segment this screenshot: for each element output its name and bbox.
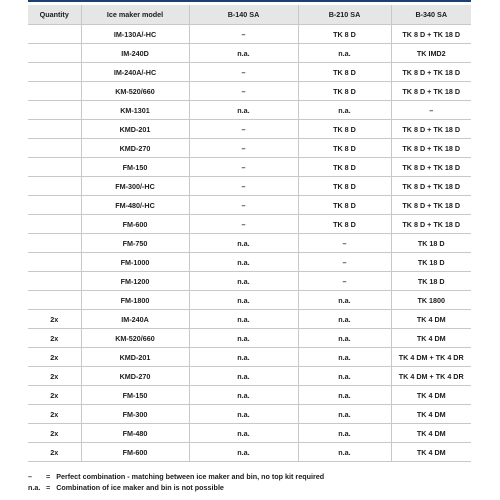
cell-b-140-sa: –	[189, 177, 298, 196]
cell-b-140-sa: n.a.	[189, 405, 298, 424]
cell-b-140-sa: –	[189, 82, 298, 101]
table-row	[28, 329, 471, 348]
cell-b-340-sa: TK IMD2	[391, 44, 471, 63]
cell-b-210-sa: TK 8 D	[298, 25, 391, 44]
cell-b-340-sa: TK 4 DM + TK 4 DR	[391, 367, 471, 386]
cell-b-140-sa: n.a.	[189, 443, 298, 462]
cell-b-140-sa: n.a.	[189, 44, 298, 63]
cell-quantity	[28, 158, 81, 177]
cell-ice-maker-model: KM-520/660	[81, 82, 189, 101]
table-row	[28, 424, 471, 443]
cell-ice-maker-model: KMD-270	[81, 367, 189, 386]
compatibility-table	[28, 5, 471, 462]
cell-b-140-sa: –	[189, 158, 298, 177]
cell-b-340-sa: TK 4 DM	[391, 386, 471, 405]
cell-b-340-sa: TK 4 DM	[391, 443, 471, 462]
cell-b-340-sa: TK 4 DM	[391, 405, 471, 424]
cell-b-140-sa: –	[189, 63, 298, 82]
cell-b-140-sa: n.a.	[189, 234, 298, 253]
header-ice-maker-model: Ice maker model	[81, 5, 189, 25]
cell-b-140-sa: n.a.	[189, 101, 298, 120]
cell-b-210-sa: TK 8 D	[298, 177, 391, 196]
cell-b-210-sa: TK 8 D	[298, 63, 391, 82]
table-row	[28, 120, 471, 139]
cell-ice-maker-model: KMD-270	[81, 139, 189, 158]
table-header-row	[28, 5, 471, 25]
cell-quantity: 2x	[28, 424, 81, 443]
cell-b-210-sa: n.a.	[298, 405, 391, 424]
top-rule	[28, 0, 471, 2]
cell-ice-maker-model: IM-240D	[81, 44, 189, 63]
cell-ice-maker-model: IM-130A/-HC	[81, 25, 189, 44]
cell-ice-maker-model: KM-520/660	[81, 329, 189, 348]
table-row	[28, 177, 471, 196]
cell-b-340-sa: TK 8 D + TK 18 D	[391, 25, 471, 44]
table-row	[28, 291, 471, 310]
cell-quantity	[28, 177, 81, 196]
legend	[28, 472, 324, 493]
cell-b-140-sa: –	[189, 120, 298, 139]
cell-quantity	[28, 291, 81, 310]
cell-quantity: 2x	[28, 310, 81, 329]
cell-b-140-sa: n.a.	[189, 348, 298, 367]
cell-b-210-sa: TK 8 D	[298, 139, 391, 158]
cell-quantity	[28, 253, 81, 272]
cell-ice-maker-model: FM-480	[81, 424, 189, 443]
cell-b-210-sa: TK 8 D	[298, 158, 391, 177]
table-row	[28, 25, 471, 44]
cell-b-140-sa: n.a.	[189, 310, 298, 329]
cell-b-340-sa: TK 8 D + TK 18 D	[391, 120, 471, 139]
table-row	[28, 44, 471, 63]
table-row	[28, 234, 471, 253]
cell-b-210-sa: n.a.	[298, 101, 391, 120]
legend-separator: =	[46, 472, 51, 481]
cell-quantity	[28, 44, 81, 63]
cell-ice-maker-model: KMD-201	[81, 120, 189, 139]
cell-b-340-sa: TK 4 DM	[391, 310, 471, 329]
cell-ice-maker-model: IM-240A/-HC	[81, 63, 189, 82]
cell-b-140-sa: n.a.	[189, 329, 298, 348]
cell-b-210-sa: n.a.	[298, 386, 391, 405]
table-row	[28, 101, 471, 120]
cell-ice-maker-model: FM-150	[81, 386, 189, 405]
cell-b-210-sa: n.a.	[298, 291, 391, 310]
cell-b-140-sa: n.a.	[189, 272, 298, 291]
header-quantity: Quantity	[28, 5, 81, 25]
table-row	[28, 63, 471, 82]
cell-b-210-sa: n.a.	[298, 44, 391, 63]
cell-b-340-sa: TK 8 D + TK 18 D	[391, 158, 471, 177]
cell-ice-maker-model: FM-150	[81, 158, 189, 177]
header-b-140-sa: B-140 SA	[189, 5, 298, 25]
cell-quantity	[28, 215, 81, 234]
cell-b-210-sa: –	[298, 234, 391, 253]
cell-quantity	[28, 234, 81, 253]
cell-ice-maker-model: KMD-201	[81, 348, 189, 367]
cell-b-210-sa: –	[298, 253, 391, 272]
table-row	[28, 158, 471, 177]
cell-quantity: 2x	[28, 348, 81, 367]
cell-b-340-sa: TK 18 D	[391, 272, 471, 291]
cell-b-210-sa: n.a.	[298, 443, 391, 462]
cell-b-340-sa: TK 8 D + TK 18 D	[391, 196, 471, 215]
cell-ice-maker-model: FM-300/-HC	[81, 177, 189, 196]
cell-b-210-sa: –	[298, 272, 391, 291]
cell-b-340-sa: TK 8 D + TK 18 D	[391, 63, 471, 82]
cell-b-340-sa: TK 8 D + TK 18 D	[391, 177, 471, 196]
table-row	[28, 405, 471, 424]
cell-b-340-sa: TK 18 D	[391, 253, 471, 272]
cell-b-140-sa: n.a.	[189, 424, 298, 443]
cell-b-140-sa: n.a.	[189, 291, 298, 310]
legend-item-not-available	[28, 483, 324, 494]
legend-item-perfect	[28, 472, 324, 483]
cell-b-210-sa: TK 8 D	[298, 196, 391, 215]
legend-text: Combination of ice maker and bin is not possible	[56, 482, 224, 492]
cell-b-140-sa: –	[189, 196, 298, 215]
header-b-210-sa: B-210 SA	[298, 5, 391, 25]
cell-b-340-sa: TK 4 DM	[391, 424, 471, 443]
table-row	[28, 310, 471, 329]
cell-b-140-sa: n.a.	[189, 386, 298, 405]
cell-b-140-sa: –	[189, 25, 298, 44]
legend-symbol: n.a.	[28, 482, 41, 492]
table-row	[28, 386, 471, 405]
table-row	[28, 196, 471, 215]
cell-quantity	[28, 101, 81, 120]
cell-ice-maker-model: FM-480/-HC	[81, 196, 189, 215]
table-row	[28, 348, 471, 367]
cell-quantity	[28, 272, 81, 291]
cell-b-140-sa: n.a.	[189, 367, 298, 386]
table-body	[28, 25, 471, 462]
legend-separator: =	[46, 482, 51, 492]
cell-b-210-sa: n.a.	[298, 329, 391, 348]
cell-b-140-sa: n.a.	[189, 253, 298, 272]
cell-quantity	[28, 139, 81, 158]
cell-quantity	[28, 82, 81, 101]
cell-b-340-sa: TK 8 D + TK 18 D	[391, 215, 471, 234]
cell-b-210-sa: TK 8 D	[298, 120, 391, 139]
table-row	[28, 139, 471, 158]
table-row	[28, 272, 471, 291]
cell-b-340-sa: TK 8 D + TK 18 D	[391, 139, 471, 158]
cell-ice-maker-model: FM-300	[81, 405, 189, 424]
cell-b-210-sa: TK 8 D	[298, 82, 391, 101]
cell-quantity: 2x	[28, 405, 81, 424]
cell-ice-maker-model: FM-750	[81, 234, 189, 253]
cell-quantity: 2x	[28, 443, 81, 462]
cell-b-340-sa: –	[391, 101, 471, 120]
legend-symbol: –	[28, 472, 32, 481]
table-row	[28, 215, 471, 234]
cell-b-340-sa: TK 4 DM + TK 4 DR	[391, 348, 471, 367]
cell-quantity	[28, 25, 81, 44]
table-row	[28, 443, 471, 462]
cell-quantity: 2x	[28, 329, 81, 348]
cell-quantity	[28, 120, 81, 139]
cell-b-340-sa: TK 18 D	[391, 234, 471, 253]
cell-b-210-sa: n.a.	[298, 424, 391, 443]
cell-b-340-sa: TK 4 DM	[391, 329, 471, 348]
legend-text: Perfect combination - matching between ice maker and bin, no top kit required	[56, 472, 325, 481]
cell-b-140-sa: –	[189, 139, 298, 158]
cell-quantity	[28, 196, 81, 215]
cell-b-210-sa: n.a.	[298, 367, 391, 386]
table-row	[28, 82, 471, 101]
header-b-340-sa: B-340 SA	[391, 5, 471, 25]
cell-ice-maker-model: FM-1200	[81, 272, 189, 291]
cell-b-210-sa: n.a.	[298, 310, 391, 329]
cell-b-140-sa: –	[189, 215, 298, 234]
cell-b-340-sa: TK 8 D + TK 18 D	[391, 82, 471, 101]
cell-quantity	[28, 63, 81, 82]
cell-b-210-sa: n.a.	[298, 348, 391, 367]
cell-quantity: 2x	[28, 386, 81, 405]
cell-b-210-sa: TK 8 D	[298, 215, 391, 234]
cell-ice-maker-model: KM-1301	[81, 101, 189, 120]
cell-quantity: 2x	[28, 367, 81, 386]
cell-ice-maker-model: FM-1000	[81, 253, 189, 272]
table-row	[28, 253, 471, 272]
cell-ice-maker-model: FM-600	[81, 215, 189, 234]
cell-ice-maker-model: IM-240A	[81, 310, 189, 329]
table-row	[28, 367, 471, 386]
cell-b-340-sa: TK 1800	[391, 291, 471, 310]
cell-ice-maker-model: FM-1800	[81, 291, 189, 310]
cell-ice-maker-model: FM-600	[81, 443, 189, 462]
